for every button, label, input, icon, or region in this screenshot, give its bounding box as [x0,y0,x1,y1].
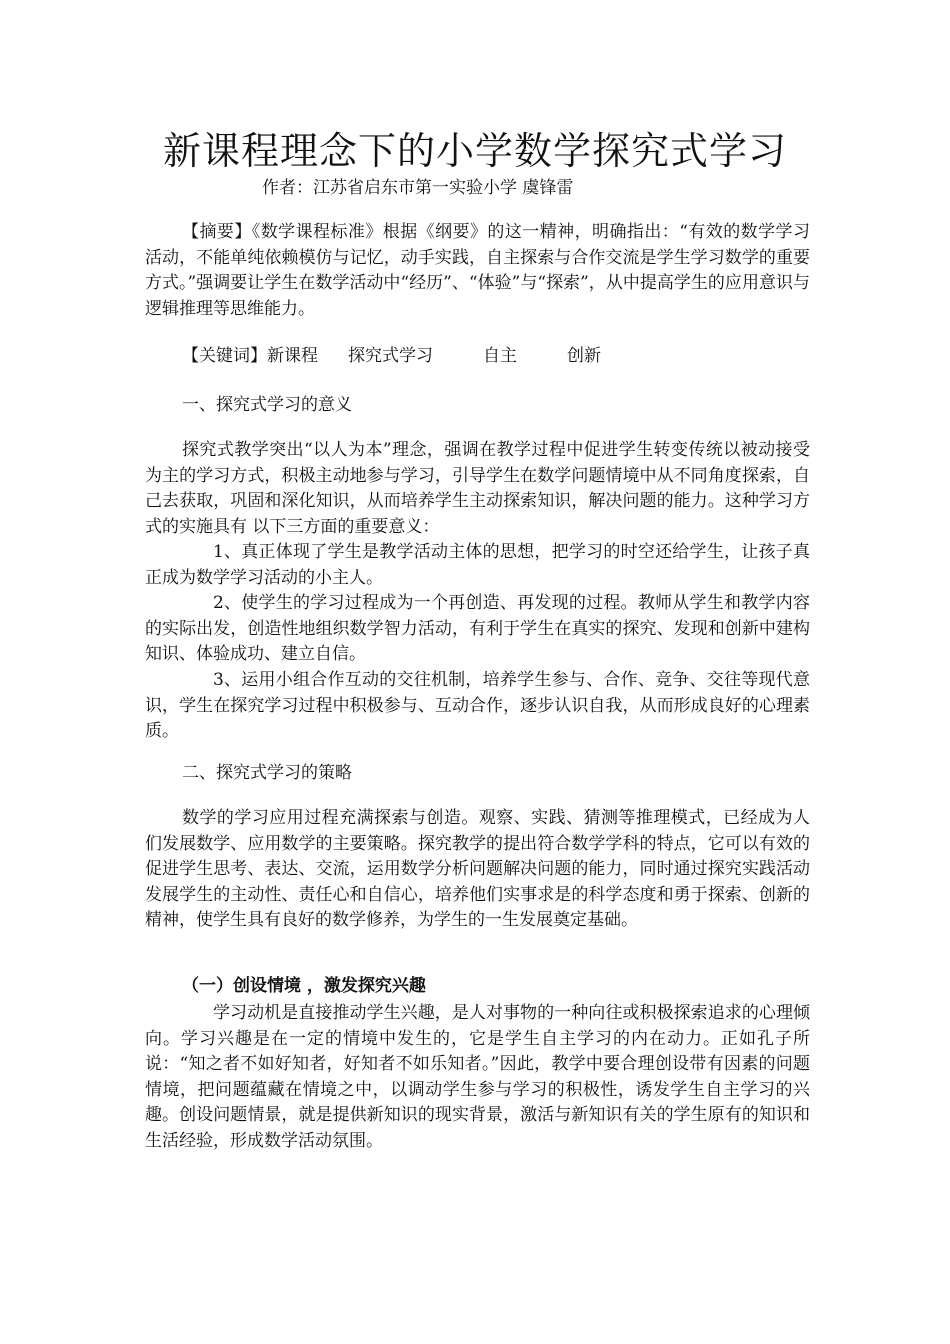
keywords-label: 【关键词】 [182,346,267,366]
abstract-paragraph: 【摘要】《数学课程标准》根据《纲要》的这一精神，明确指出：“有效的数学学习活动，不能单纯依赖模仿与记忆，动手实践，自主探索与合作交流是学生学习数学的重要方式。”强调要让学生在数学活动中“经历”、“体验”与“探索”，从中提高学生的应用意识与逻辑推理等思维能力。 [145,222,810,319]
section-heading-2: 二、探究式学习的策略 [182,763,352,783]
author-line: 作者：江苏省启东市第一实验小学 虞锋雷 [262,178,574,198]
keyword-item: 自主 [483,346,517,366]
section1-point-1: 1、真正体现了学生是教学活动主体的思想，把学习的时空还给学生，让孩子真正成为数学学习活动的小主人。 [145,542,810,588]
section1-intro: 探究式教学突出“以人为本”理念，强调在教学过程中促进学生转变传统以被动接受为主的学习方式，积极主动地参与学习，引导学生在数学问题情境中从不同角度探索，自己去获取，巩固和深化知识，从而培养学生主动探索知识，解决问题的能力。这种学习方式的实施具有 以下三方面的重要意义： [145,440,810,537]
subsection1-body: 学习动机是直接推动学生兴趣，是人对事物的一种向往或积极探索追求的心理倾向。学习兴趣是在一定的情境中发生的，它是学生自主学习的内在动力。正如孔子所说：“知之者不如好知者，好知者不如乐知者。”因此，教学中要合理创设带有因素的问题情境，把问题蕴藏在情境之中，以调动学生参与学习的积极性，诱发学生自主学习的兴趣。创设问题情景，就是提供新知识的现实背景，激活与新知识有关的学生原有的知识和生活经验，形成数学活动氛围。 [145,1003,810,1151]
keywords-line [182,344,782,370]
section2-intro: 数学的学习应用过程充满探索与创造。观察、实践、猜测等推理模式，已经成为人们发展数学、应用数学的主要策略。探究教学的提出符合数学学科的特点，它可以有效的促进学生思考、表达、交流，运用数学分析问题解决问题的能力，同时通过探究实践活动发展学生的主动性、责任心和自信心，培养他们实事求是的科学态度和勇于探索、创新的精神，使学生具有良好的数学修养，为学生的一生发展奠定基础。 [145,808,810,930]
page-title: 新课程理念下的小学数学探究式学习 [162,129,787,173]
section-heading-1: 一、探究式学习的意义 [182,395,352,415]
keyword-item: 新课程 [267,346,318,366]
keyword-item: 创新 [567,346,601,366]
subsection-heading-1: （一）创设情境 ，激发探究兴趣 [182,976,426,996]
section1-point-3: 3、运用小组合作互动的交往机制，培养学生参与、合作、竞争、交往等现代意识，学生在探究学习过程中积极参与、互动合作，逐步认识自我，从而形成良好的心理素质。 [145,670,810,741]
section1-point-2: 2、使学生的学习过程成为一个再创造、再发现的过程。教师从学生和教学内容的实际出发，创造性地组织数学智力活动，有利于学生在真实的探究、发现和创新中建构知识、体验成功、建立自信。 [145,593,810,664]
keyword-item: 探究式学习 [348,346,433,366]
